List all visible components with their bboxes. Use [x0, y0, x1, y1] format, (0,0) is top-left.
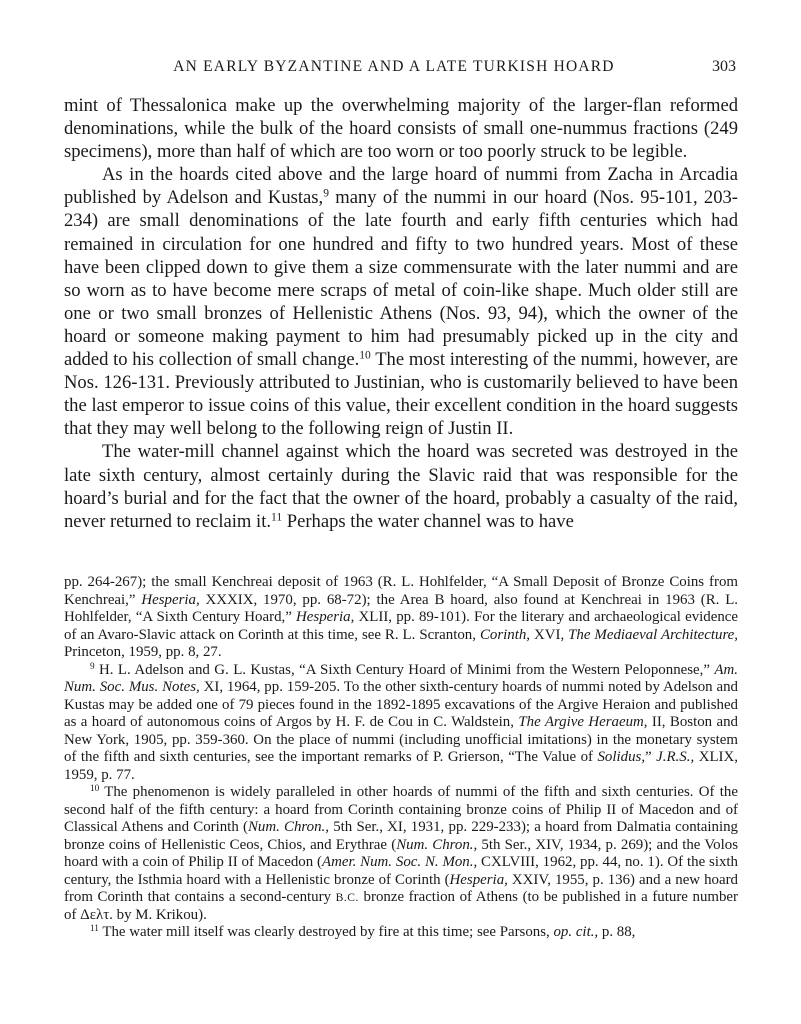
note-text: II, Boston and New York, 1905, pp. 359-360. On the place of nummi (including unofficial imitations) in the monetary system of the fifth and sixth centuries, see the important remarks of P. Grierson, “The Value of [64, 714, 738, 765]
note-text: p. 88, [598, 924, 636, 940]
paragraph-3 [64, 440, 738, 532]
footnote-continuation [64, 574, 738, 662]
note-italic: Hesperia, [449, 871, 508, 888]
footnote-ref-9[interactable]: 9 [323, 188, 329, 201]
note-italic: Hesperia, [141, 591, 200, 608]
note-text: by M. Krikou). [112, 906, 207, 923]
paragraph-2-text-b: many of the nummi in our hoard (Nos. 95-101, 203-234) are small denominations of the late fourth and early fifth centuries which had remained in circulation for one hundred and fifty to two hundred years. Most of these have been clipped down to give them a size commensurate with the later nummi and are so worn as to have become mere scraps of metal of coin-like shape. Much older still are one or two small bronzes of Hellenistic Athens (Nos. 93, 94), which the owner of the hoard or someone making payment to him had presumably picked up in the city and added to his collection of small change. [64, 187, 738, 371]
note-italic: Hesperia, [296, 609, 355, 625]
paragraph-1 [64, 94, 738, 163]
note-text: The water mill itself was clearly destroyed by fire at this time; see Parsons, [98, 924, 554, 940]
footnote-11-number: 11 [90, 922, 99, 933]
note-text: Princeton, 1959, pp. 8, 27. [64, 644, 222, 660]
main-text [64, 94, 738, 533]
note-italic: The Mediaeval Architecture, [568, 626, 739, 643]
footnote-10-number: 10 [90, 782, 100, 793]
note-italic: Solidus, [597, 749, 646, 765]
note-italic: The Argive Heraeum, [518, 714, 648, 730]
note-text: XXIV, 1955, p. 136) and a new hoard from Corinth that contains a second-century [64, 871, 738, 905]
footnote-9-number: 9 [90, 660, 95, 671]
note-small-caps: B.C. [335, 891, 359, 904]
paragraph-2-text-c: The most interesting of the nummi, however, are Nos. 126-131. Previously attributed to Justinian, who is customarily believed to have been the last emperor to issue coins of this value, their excellent condition in the hoard suggests that they may well belong to the following reign of Justin II. [64, 349, 738, 440]
running-header [96, 58, 736, 80]
running-title: AN EARLY BYZANTINE AND A LATE TURKISH HOARD [173, 58, 615, 75]
footnotes [64, 574, 738, 942]
note-greek: Δελτ. [80, 906, 113, 923]
note-italic: Corinth, [479, 626, 531, 643]
note-text: XLIX, 1959, p. 77. [64, 749, 738, 783]
note-text: CXLVIII, 1962, pp. 44, no. 1). Of the sixth century, the Isthmia hoard with a Hellenistic bronze of Corinth ( [64, 854, 738, 888]
footnote-ref-11[interactable]: 11 [271, 511, 283, 524]
page-number: 303 [712, 58, 736, 75]
footnote-9 [64, 662, 738, 785]
note-italic: op. cit., [553, 924, 599, 940]
note-italic: J.R.S., [656, 749, 695, 765]
note-text: XLII, pp. 89-101). For the literary and archaeological evidence of an Avaro-Slavic attack on Corinth at this time, see R. L. Scranton, [64, 609, 739, 643]
note-italic: Num. Chron., [396, 836, 478, 853]
note-text: XI, 1964, pp. 159-205. To the other sixth-century hoards of nummi noted by Adelson and Kustas may be added one of 79 pieces found in the 1892-1895 excavations of the Argive Heraion and published as a hoard of autonomous coins of Argos by H. F. de Cou in C. Waldstein, [64, 679, 738, 730]
note-text: H. L. Adelson and G. L. Kustas, “A Sixth Century Hoard of Minimi from the Western Peloponnese,” [94, 661, 715, 678]
note-text: 5th Ser., XIV, 1934, p. 269); and the Volos hoard with a coin of Philip II of Macedon ( [64, 836, 739, 870]
note-text: pp. 264-267); the small Kenchreai deposit of 1963 (R. L. Hohlfelder, “A Small Deposit of Bronze Coins from Kenchreai,” [64, 574, 738, 608]
footnote-ref-10[interactable]: 10 [359, 349, 371, 362]
note-text: 5th Ser., XI, 1931, pp. 229-233); a hoard from Dalmatia containing bronze coins of Hellenistic Ceos, Chios, and Erythrae ( [64, 819, 739, 853]
note-italic: Amer. Num. Soc. N. Mon., [321, 854, 478, 870]
paragraph-3-text-b: Perhaps the water channel was to have [282, 510, 574, 532]
note-text: XXXIX, 1970, pp. 68-72); the Area B hoard, also found at Kenchreai in 1963 (R. L. Hohlfelder, “A Sixth Century Hoard,” [64, 591, 739, 625]
note-text: The phenomenon is widely paralleled in other hoards of nummi of the fifth and sixth centuries. Of the second half of the fifth century: a hoard from Corinth containing bronze coins of Philip II of Macedon and of Classical Athens and Corinth ( [64, 784, 738, 835]
paragraph-2-text-a: As in the hoards cited above and the large hoard of nummi from Zacha in Arcadia published by Adelson and Kustas, [64, 164, 738, 209]
note-italic: Num. Chron., [247, 819, 329, 835]
footnote-10 [64, 784, 738, 924]
note-italic: Am. Num. Soc. Mus. Notes, [64, 661, 738, 695]
note-text: bronze fraction of Athens (to be published in a future number of [64, 889, 738, 923]
paragraph-3-text-a: The water-mill channel against which the hoard was secreted was destroyed in the late sixth century, almost certainly during the Slavic raid that was responsible for the hoard’s burial and for the fact that the owner of the hoard, probably a casualty of the raid, never returned to reclaim it. [64, 441, 738, 532]
footnote-11 [64, 924, 738, 942]
note-text: ” [645, 749, 657, 765]
paragraph-1-text: mint of Thessalonica make up the overwhelming majority of the larger-flan reformed denominations, while the bulk of the hoard consists of small one-nummus fractions (249 specimens), more than half of which are too worn or too poorly struck to be legible. [64, 95, 738, 163]
paragraph-2 [64, 163, 738, 440]
note-text: XVI, [530, 626, 569, 643]
